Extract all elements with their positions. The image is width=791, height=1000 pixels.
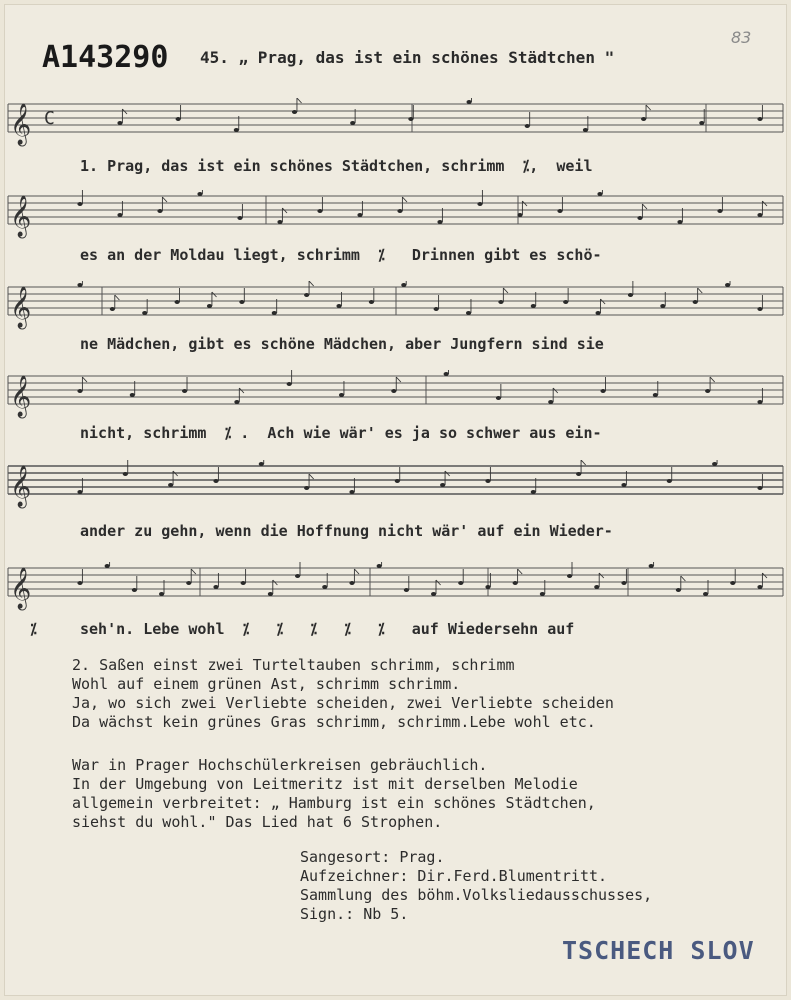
note-flag [297,98,302,103]
verse-2 [72,656,614,732]
note-head [277,220,282,224]
note-head [583,128,588,132]
staff-lines [0,281,791,335]
note-head [757,307,762,311]
note-flag [646,105,651,110]
treble-clef-icon: 𝄞 [10,287,32,328]
stamp: TSCHECH SLOV [562,936,755,965]
note-head [703,592,708,596]
note-head [234,128,239,132]
note-head [77,202,82,206]
metadata [300,848,652,924]
note-head [349,581,354,585]
note-head [395,479,400,483]
note-head [397,209,402,213]
note-head [677,220,682,224]
note-head [594,585,599,589]
note-head [595,311,600,315]
note-head [757,213,762,217]
note-head [621,581,626,585]
note-head [237,216,242,220]
note-head [304,293,309,297]
note-head [404,588,409,592]
note-flag [710,377,715,382]
metadata-line: Sign.: Nb 5. [300,905,409,923]
note-head [176,117,181,121]
notes-line: allgemein verbreitet: „ Hamburg ist ein schönes Städtchen, [72,794,596,812]
note-head [440,483,445,487]
note-head [105,564,110,568]
staff [0,190,791,244]
note-head [377,564,382,568]
note-head [641,117,646,121]
lyric-line: ander zu gehn, wenn die Hoffnung nicht wär' auf ein Wieder- [80,522,613,540]
lyric-line: ne Mädchen, gibt es schöne Mädchen, aber Jungfern sind sie [80,335,604,353]
note-head [576,472,581,476]
note-head [498,300,503,304]
note-head [234,400,239,404]
note-head [322,585,327,589]
note-flag [82,377,87,382]
note-flag [115,295,120,300]
metadata-line: Sammlung des böhm.Volksliedausschusses, [300,886,653,904]
staff [0,370,791,424]
note-head [241,581,246,585]
note-head [295,574,300,578]
note-head [597,192,602,196]
note-head [649,564,654,568]
staff-lines [0,98,791,152]
note-head [705,389,710,393]
note-head [186,581,191,585]
note-head [292,110,297,114]
note-head [667,479,672,483]
note-head [531,490,536,494]
note-head [287,382,292,386]
metadata-line: Sangesort: Prag. [300,848,445,866]
verse-2-line: Da wächst kein grünes Gras schrimm, schrimm.Lebe wohl etc. [72,713,596,731]
note-head [699,121,704,125]
treble-clef-icon: 𝄞 [10,466,32,507]
note-head [563,300,568,304]
note-flag [396,377,401,382]
note-head [357,213,362,217]
treble-clef-icon: 𝄞 [10,376,32,417]
note-head [717,209,722,213]
note-head [477,202,482,206]
note-flag [402,197,407,202]
note-head [757,585,762,589]
note-head [621,483,626,487]
lyric-line: seh'n. Lebe wohl ⁒ ⁒ ⁒ ⁒ ⁒ auf Wiedersehn auf [80,620,575,638]
note-head [168,483,173,487]
note-head [434,307,439,311]
note-head [408,117,413,121]
note-flag [681,576,686,581]
note-head [712,462,717,466]
note-head [159,592,164,596]
note-head [628,293,633,297]
note-head [444,372,449,376]
note-flag [642,204,647,209]
staff-lines [0,190,791,244]
verse-2-line: 2. Saßen einst zwei Turteltauben schrimm, schrimm [72,656,515,674]
note-head [132,588,137,592]
note-head [142,311,147,315]
notes-line: War in Prager Hochschülerkreisen gebräuchlich. [72,756,488,774]
note-head [437,220,442,224]
staff-lines [0,370,791,424]
note-head [77,581,82,585]
note-head [513,581,518,585]
staff-lines [0,562,791,616]
note-head [391,389,396,393]
note-head [349,490,354,494]
notes [72,756,596,832]
note-head [485,479,490,483]
note-head [207,304,212,308]
note-head [369,300,374,304]
note-head [268,592,273,596]
staff [0,98,791,152]
note-head [725,283,730,287]
note-flag [581,460,586,465]
notes-line: siehst du wohl." Das Lied hat 6 Strophen. [72,813,443,831]
note-head [182,389,187,393]
note-head [757,400,762,404]
note-head [730,581,735,585]
note-flag [354,569,359,574]
lyric-line: nicht, schrimm ⁒ . Ach wie wär' es ja so schwer aus ein- [80,424,602,442]
note-head [458,581,463,585]
note-head [77,490,82,494]
notes-line: In der Umgebung von Leitmeritz ist mit derselben Melodie [72,775,578,793]
note-head [525,124,530,128]
note-head [197,192,202,196]
song-title: 45. „ Prag, das ist ein schönes Städtchen " [200,48,615,67]
repeat-sign: ⁒ [30,620,37,638]
verse-2-line: Wohl auf einem grünen Ast, schrimm schrimm. [72,675,461,693]
note-head [213,479,218,483]
note-head [567,574,572,578]
note-head [304,486,309,490]
note-head [660,304,665,308]
note-head [110,307,115,311]
note-head [350,121,355,125]
note-flag [503,288,508,293]
note-flag [309,281,314,286]
staff-lines [0,460,791,514]
note-head [676,588,681,592]
note-head [77,389,82,393]
note-head [157,209,162,213]
treble-clef-icon: 𝄞 [10,568,32,609]
note-head [531,304,536,308]
staff [0,562,791,616]
note-head [485,585,490,589]
note-flag [518,569,523,574]
note-head [693,300,698,304]
note-head [757,117,762,121]
archive-id: A143290 [42,40,169,75]
note-head [175,300,180,304]
note-head [548,400,553,404]
note-head [259,462,264,466]
page-number: 83 [731,28,752,47]
note-flag [191,569,196,574]
note-head [117,213,122,217]
verse-2-line: Ja, wo sich zwei Verliebte scheiden, zwei Verliebte scheiden [72,694,614,712]
lyric-line: es an der Moldau liegt, schrimm ⁒ Drinnen gibt es schö- [80,246,602,264]
note-flag [309,474,314,479]
note-head [213,585,218,589]
note-head [600,389,605,393]
note-head [130,393,135,397]
note-flag [162,197,167,202]
note-head [336,304,341,308]
note-head [272,311,277,315]
note-head [466,100,471,104]
note-head [540,592,545,596]
metadata-line: Aufzeichner: Dir.Ferd.Blumentritt. [300,867,608,885]
note-head [466,311,471,315]
treble-clef-icon: 𝄞 [10,104,32,145]
lyric-line: 1. Prag, das ist ein schönes Städtchen, schrimm ⁒, weil [80,157,593,175]
note-flag [698,288,703,293]
note-head [339,393,344,397]
treble-clef-icon: 𝄞 [10,196,32,237]
note-head [317,209,322,213]
note-head [757,486,762,490]
note-head [123,472,128,476]
note-head [117,121,122,125]
time-signature: C [44,108,55,129]
note-head [401,283,406,287]
note-head [517,213,522,217]
note-head [431,592,436,596]
staff [0,460,791,514]
staff [0,281,791,335]
note-head [653,393,658,397]
note-head [557,209,562,213]
note-head [77,283,82,287]
note-head [637,216,642,220]
note-head [239,300,244,304]
note-head [496,396,501,400]
